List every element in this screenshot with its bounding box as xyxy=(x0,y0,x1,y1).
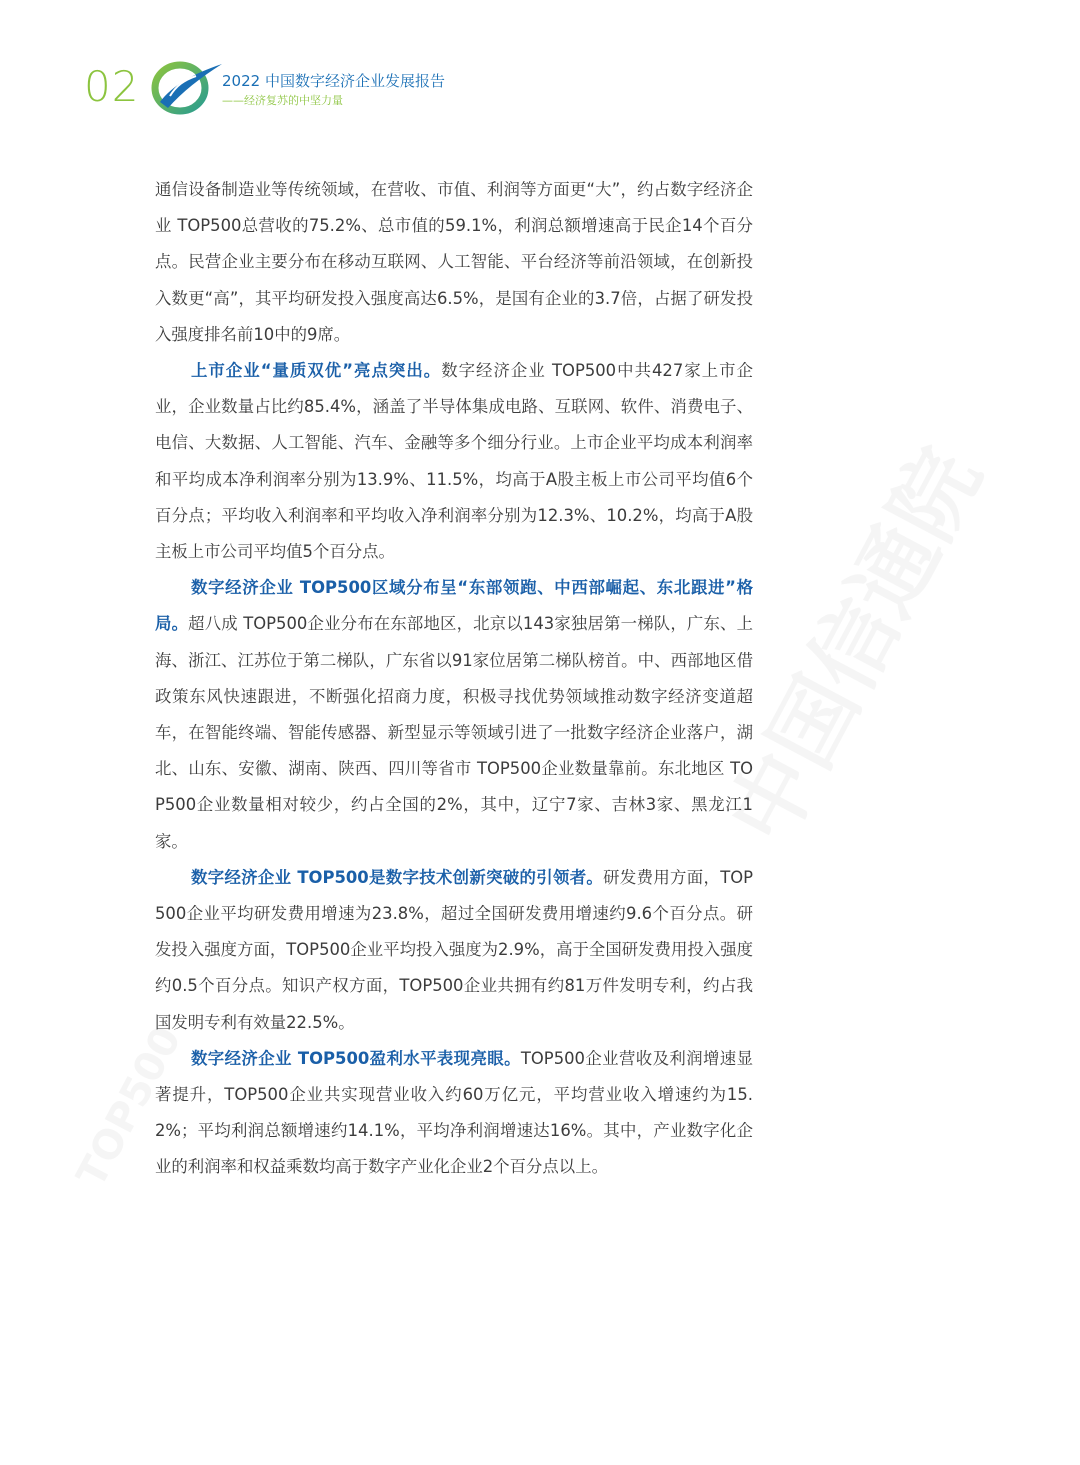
paragraph-text: 通信设备制造业等传统领域，在营收、市值、利润等方面更“大”，约占数字经济企业 TOP500总营收的75.2%、总市值的59.1%，利润总额增速高于民企14个百分点。民营企业主要分布在移动互联网、人工智能、平台经济等前沿领域，在创新投入数更“高”，其平均研发投入强度高达6.5%，是国有企业的3.7倍，占据了研发投入强度排名前10中的9席。 xyxy=(155,180,753,344)
paragraph xyxy=(155,1041,753,1186)
paragraph-text: 超八成 TOP500企业分布在东部地区，北京以143家独居第一梯队，广东、上海、浙江、江苏位于第二梯队，广东省以91家位居第二梯队榜首。中、西部地区借政策东风快速跟进，不断强化招商力度，积极寻找优势领域推动数字经济变道超车，在智能终端、智能传感器、新型显示等领域引进了一批数字经济企业落户，湖北、山东、安徽、湖南、陕西、四川等省市 TOP500企业数量靠前。东北地区 TOP500企业数量相对较少，约占全国的2%，其中，辽宁7家、吉林3家、黑龙江1家。 xyxy=(155,614,753,851)
paragraph-lead: 数字经济企业 TOP500是数字技术创新突破的引领者。 xyxy=(191,867,604,887)
swoosh-logo-icon xyxy=(152,56,224,116)
watermark-side-text: TOP500 xyxy=(68,1019,191,1195)
paragraph xyxy=(155,172,753,353)
paragraph-lead: 上市企业“量质双优”亮点突出。 xyxy=(191,361,442,381)
body-text xyxy=(155,172,753,1186)
paragraph-lead: 数字经济企业 TOP500盈利水平表现亮眼。 xyxy=(191,1048,521,1068)
page-number: 02 xyxy=(84,62,140,111)
paragraph-text: 研发费用方面，TOP500企业平均研发费用增速为23.8%，超过全国研发费用增速约9.6个百分点。研发投入强度方面，TOP500企业平均投入强度为2.9%，高于全国研发费用投入强度约0.5个百分点。知识产权方面，TOP500企业共拥有约81万件发明专利，约占我国发明专利有效量22.5%。 xyxy=(155,867,754,1032)
watermark-text: 中国信通院 xyxy=(710,433,1001,860)
paragraph-text: 数字经济企业 TOP500中共427家上市企业，企业数量占比约85.4%，涵盖了半导体集成电路、互联网、软件、消费电子、电信、大数据、人工智能、汽车、金融等多个细分行业。上市企业平均成本利润率和平均成本净利润率分别为13.9%、11.5%，均高于A股主板上市公司平均值6个百分点；平均收入利润率和平均收入净利润率分别为12.3%、10.2%，均高于A股主板上市公司平均值5个百分点。 xyxy=(155,361,754,562)
paragraph xyxy=(155,353,753,570)
report-title: 2022 中国数字经济企业发展报告 xyxy=(222,72,445,90)
report-subtitle: ——经济复苏的中坚力量 xyxy=(222,94,343,107)
paragraph-text: TOP500企业营收及利润增速显著提升，TOP500企业共实现营业收入约60万亿元，平均营业收入增速约为15.2%；平均利润总额增速约14.1%，平均净利润增速达16%。其中，产业数字化企业的利润率和权益乘数均高于数字产业化企业2个百分点以上。 xyxy=(155,1048,753,1177)
paragraph xyxy=(155,860,753,1041)
paragraph-lead: 数字经济企业 TOP500区域分布呈“东部领跑、中西部崛起、东北跟进”格局。 xyxy=(155,578,753,634)
paragraph xyxy=(155,570,753,860)
watermark-logo xyxy=(710,250,1040,870)
